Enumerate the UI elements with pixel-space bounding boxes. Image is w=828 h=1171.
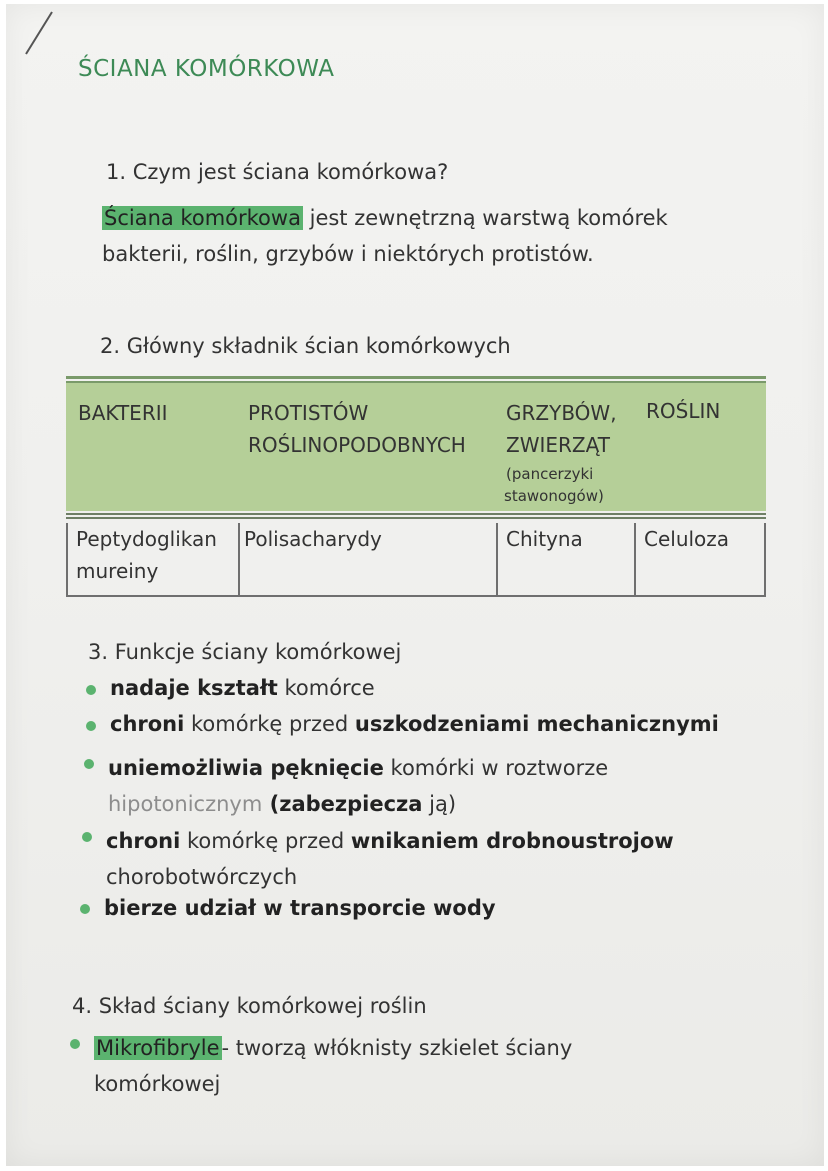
table-header-row bbox=[66, 383, 766, 511]
bullet-bold: (zabezpiecza bbox=[262, 792, 423, 816]
bullet-bold: nadaje kształt bbox=[110, 676, 278, 700]
bullet-text: komórkę przed bbox=[184, 712, 355, 736]
table-cell bbox=[634, 523, 764, 595]
header-protistow: PROTISTÓW bbox=[248, 401, 369, 425]
cell-text: Peptydoglikan bbox=[76, 527, 217, 551]
term-highlight: Ściana komórkowa bbox=[104, 206, 301, 230]
section1-paragraph bbox=[102, 200, 668, 272]
list-item bbox=[106, 823, 674, 895]
table-body-row bbox=[66, 523, 766, 597]
section1-text-line2: bakterii, roślin, grzybów i niektórych protistów. bbox=[102, 242, 594, 266]
section2-heading: 2. Główny składnik ścian komórkowych bbox=[100, 334, 511, 358]
section4-heading: 4. Skład ściany komórkowej roślin bbox=[72, 994, 427, 1018]
bullet-text: komórki w roztworze bbox=[383, 756, 609, 780]
header-bakterii: BAKTERII bbox=[78, 401, 168, 425]
document-page bbox=[6, 4, 824, 1166]
header-roslinopodobnych: ROŚLINOPODOBNYCH bbox=[248, 433, 466, 457]
section1-text: jest zewnętrzną warstwą komórek bbox=[302, 206, 668, 230]
bullet-bold: chroni bbox=[106, 829, 181, 853]
table-cell bbox=[496, 523, 636, 595]
bullet-dot bbox=[84, 759, 94, 769]
bullet-dot bbox=[82, 832, 92, 842]
list-item bbox=[110, 676, 375, 700]
cell-text: mureiny bbox=[76, 559, 159, 583]
bullet-bold: bierze udział w transporcie wody bbox=[104, 896, 496, 920]
bullet-text: ją) bbox=[422, 792, 457, 816]
list-item bbox=[104, 896, 496, 920]
header-roslin: ROŚLIN bbox=[646, 399, 721, 423]
bullet-dot bbox=[86, 721, 96, 731]
bullet-text: - tworzą włóknisty szkielet ściany bbox=[221, 1036, 573, 1060]
list-item bbox=[110, 712, 719, 736]
term-highlight: Mikrofibryle bbox=[96, 1036, 220, 1060]
table-rule bbox=[66, 513, 766, 515]
section3-heading: 3. Funkcje ściany komórkowej bbox=[88, 640, 402, 664]
bullet-bold: uniemożliwia pęknięcie bbox=[108, 756, 384, 780]
table-cell bbox=[238, 523, 498, 595]
bullet-text-grey: hipotonicznym bbox=[108, 792, 263, 816]
bullet-bold: chroni bbox=[110, 712, 185, 736]
cell-text: Chityna bbox=[506, 527, 583, 551]
header-note-2: stawonogów) bbox=[504, 487, 604, 505]
bullet-bold: wnikaniem drobnoustrojow bbox=[350, 829, 674, 853]
table-rule bbox=[66, 376, 766, 379]
header-zwierzat: ZWIERZĄT bbox=[506, 433, 610, 457]
bullet-text: komórkę przed bbox=[180, 829, 351, 853]
header-grzybow: GRZYBÓW, bbox=[506, 401, 617, 425]
bullet-text: komórkowej bbox=[94, 1072, 221, 1096]
table-rule bbox=[66, 517, 766, 519]
pen-stroke-mark bbox=[18, 8, 58, 60]
page-title: ŚCIANA KOMÓRKOWA bbox=[78, 56, 335, 82]
list-item bbox=[108, 750, 608, 822]
bullet-dot bbox=[70, 1039, 80, 1049]
bullet-text: chorobotwórczych bbox=[106, 865, 298, 889]
bullet-dot bbox=[80, 904, 90, 914]
table-cell bbox=[68, 523, 240, 595]
cell-text: Celuloza bbox=[644, 527, 730, 551]
list-item bbox=[94, 1030, 572, 1102]
header-note-1: (pancerzyki bbox=[506, 465, 594, 483]
components-table bbox=[66, 376, 766, 597]
bullet-dot bbox=[86, 685, 96, 695]
bullet-bold: uszkodzeniami mechanicznymi bbox=[354, 712, 719, 736]
section1-heading: 1. Czym jest ściana komórkowa? bbox=[106, 160, 449, 184]
cell-text: Polisacharydy bbox=[244, 527, 382, 551]
bullet-text: komórce bbox=[277, 676, 375, 700]
